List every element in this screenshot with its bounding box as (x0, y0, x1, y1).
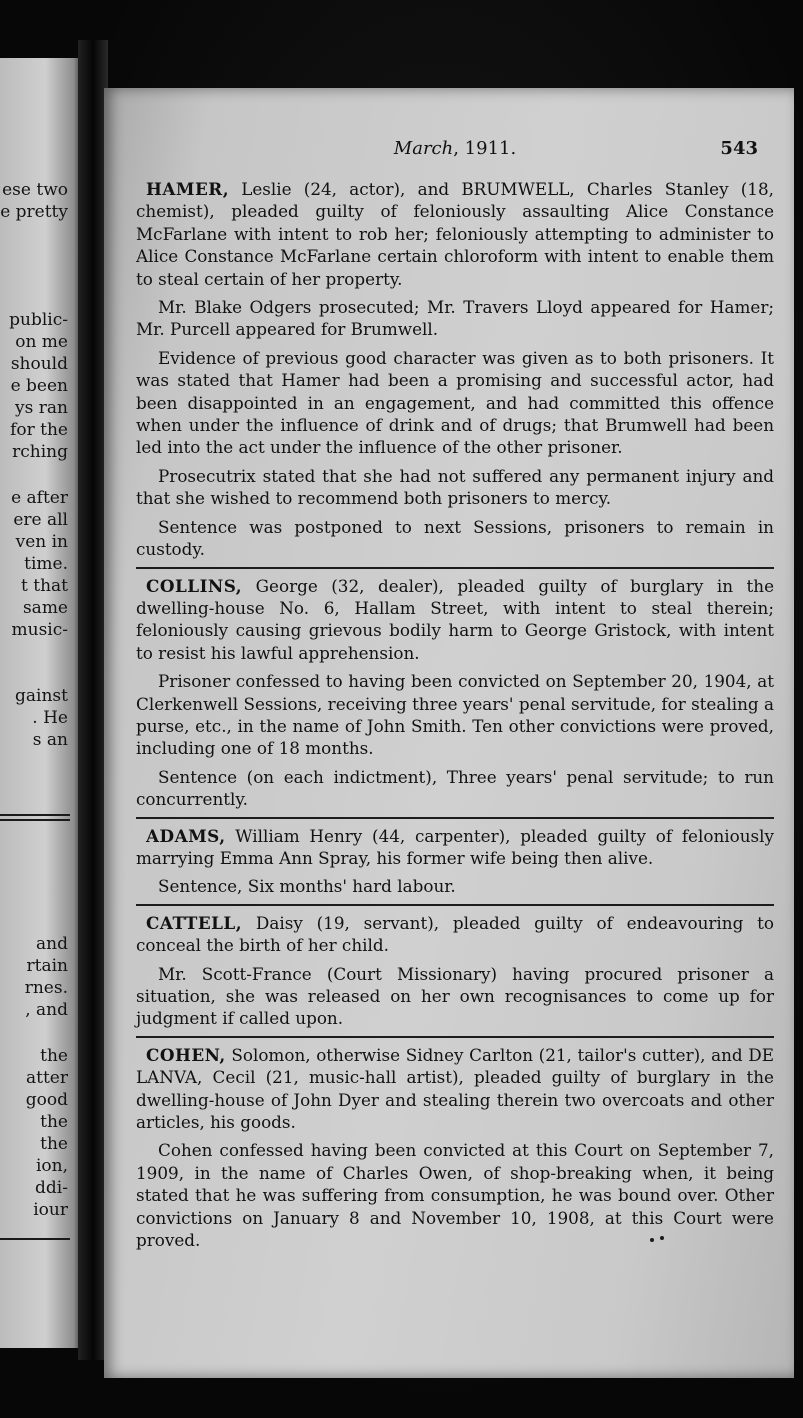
previous-page-line: e pretty (0, 202, 68, 222)
case-heading-paragraph (136, 575, 774, 665)
case-paragraph (136, 1139, 774, 1251)
running-head-month: March (393, 138, 454, 159)
defendant-name: ADAMS, (146, 825, 226, 846)
previous-page-line: ven in (15, 532, 68, 552)
case-paragraph (136, 347, 774, 459)
previous-page-line: . He (32, 708, 68, 728)
case-entry (136, 1044, 774, 1252)
left-page-rule (0, 814, 70, 816)
paragraph-text: Sentence (on each indictment), Three years' penal servitude; to run concurrently. (136, 766, 774, 810)
ink-spot (660, 1236, 664, 1240)
case-entry (136, 912, 774, 1030)
case-entry (136, 825, 774, 898)
previous-page-line: e after (11, 488, 68, 508)
previous-page-line: and (36, 934, 68, 954)
previous-page-line: rnes. (24, 978, 68, 998)
case-heading-paragraph (136, 1044, 774, 1134)
previous-page-line: the (40, 1112, 68, 1132)
paragraph-text: Prosecutrix stated that she had not suffered any permanent injury and that she wished to recommend both prisoners to mercy. (136, 465, 774, 509)
case-paragraph (136, 875, 774, 897)
case-paragraph (136, 766, 774, 811)
previous-page-line: on me (15, 332, 68, 352)
running-head (136, 136, 774, 164)
previous-page-line: public- (9, 310, 68, 330)
case-heading-paragraph (136, 912, 774, 957)
previous-page-line: s an (32, 730, 68, 750)
previous-page-line: rtain (26, 956, 68, 976)
ink-spot (650, 1238, 654, 1242)
previous-page-line: ddi- (35, 1178, 68, 1198)
previous-page-line: ys ran (15, 398, 68, 418)
previous-page-line: atter (26, 1068, 68, 1088)
previous-page-line: same (22, 598, 68, 618)
paragraph-text: Evidence of previous good character was given as to both prisoners. It was stated that Hamer had been a promising and successful actor, had been disappointed in an engagement, and had committed this offence when under the influence of drink and of drugs; that Brumwell had been led into the act under the influence of the other prisoner. (136, 347, 774, 458)
entry-divider (136, 817, 774, 819)
previous-page-line: , and (25, 1000, 68, 1020)
previous-page-line: iour (33, 1200, 68, 1220)
paragraph-text: Daisy (19, servant), pleaded guilty of endeavouring to conceal the birth of her child. (136, 912, 774, 956)
paragraph-text: Leslie (24, actor), and BRUMWELL, Charles Stanley (18, chemist), pleaded guilty of feloniously assaulting Alice Constance McFarlane with intent to rob her; feloniously attempting to administer to Alice Constance McFarlane certain chloroform with intent to enable them to steal certain of her property. (136, 179, 774, 289)
previous-page-line: e been (10, 376, 68, 396)
case-paragraph (136, 296, 774, 341)
previous-page-line: gainst (15, 686, 68, 706)
paragraph-text: Sentence was postponed to next Sessions, prisoners to remain in custody. (136, 516, 774, 560)
page-543 (104, 88, 794, 1378)
paragraph-text: William Henry (44, carpenter), pleaded guilty of feloniously marrying Emma Ann Spray, his former wife being then alive. (136, 825, 774, 868)
page-number: 543 (720, 138, 758, 159)
left-page-rule (0, 1238, 70, 1240)
paragraph-text: Mr. Scott-France (Court Missionary) having procured prisoner a situation, she was released on her own recognisances to come up for judgment if called upon. (136, 963, 774, 1029)
running-head-date (136, 138, 774, 160)
paragraph-text: Cohen confessed having been convicted at this Court on September 7, 1909, in the name of Charles Owen, of shop-breaking when, it being stated that he was suffering from consumption, he was bound over. Other convictions on January 8 and November 10, 1908, at this Court were proved. (136, 1140, 774, 1251)
previous-page-line: music- (11, 620, 68, 640)
paragraph-text: Prisoner confessed to having been convicted on September 20, 1904, at Clerkenwell Sessions, receiving three years' penal servitude, for stealing a purse, etc., in the name of John Smith. Ten other convictions were proved, including one of 18 months. (136, 671, 774, 759)
paragraph-text: Solomon, otherwise Sidney Carlton (21, tailor's cutter), and DE LANVA, Cecil (21, music-hall artist), pleaded guilty of burglary in the dwelling-house of John Dyer and stealing therein two overcoats and other articles, his goods. (136, 1044, 774, 1133)
case-paragraph (136, 516, 774, 561)
paragraph-text: Mr. Blake Odgers prosecuted; Mr. Travers Lloyd appeared for Hamer; Mr. Purcell appeared for Brumwell. (136, 297, 774, 340)
case-entry (136, 575, 774, 811)
previous-page-line: the (40, 1046, 68, 1066)
case-entry (136, 178, 774, 561)
paragraph-text: Sentence, Six months' hard labour. (158, 876, 456, 897)
previous-page-line: good (25, 1090, 68, 1110)
previous-page-line: ion, (35, 1156, 68, 1176)
previous-page-line: time. (24, 554, 68, 574)
previous-page-line: should (10, 354, 68, 374)
entry-divider (136, 1036, 774, 1038)
left-page-rule (0, 819, 70, 821)
previous-page-line: the (40, 1134, 68, 1154)
previous-page-line: rching (12, 442, 68, 462)
previous-page-line: for the (10, 420, 68, 440)
case-heading-paragraph (136, 178, 774, 290)
defendant-name: COHEN, (146, 1044, 226, 1065)
page-text (136, 136, 774, 1257)
defendant-name: CATTELL, (146, 912, 243, 933)
running-head-year: , 1911. (453, 138, 517, 159)
previous-page-line: ese two (2, 180, 68, 200)
case-heading-paragraph (136, 825, 774, 870)
entry-divider (136, 567, 774, 569)
previous-page-line: t that (21, 576, 68, 596)
previous-page-line: ere all (13, 510, 68, 530)
previous-page-edge (0, 58, 82, 1348)
paragraph-text: George (32, dealer), pleaded guilty of burglary in the dwelling-house No. 6, Hallam Street, with intent to steal therein; feloniously causing grievous bodily harm to George Gristock, with intent to resist his lawful apprehension. (136, 575, 774, 663)
case-entries (136, 178, 774, 1251)
defendant-name: COLLINS, (146, 575, 243, 596)
case-paragraph (136, 465, 774, 510)
case-paragraph (136, 670, 774, 760)
defendant-name: HAMER, (146, 179, 230, 199)
entry-divider (136, 904, 774, 906)
case-paragraph (136, 963, 774, 1030)
